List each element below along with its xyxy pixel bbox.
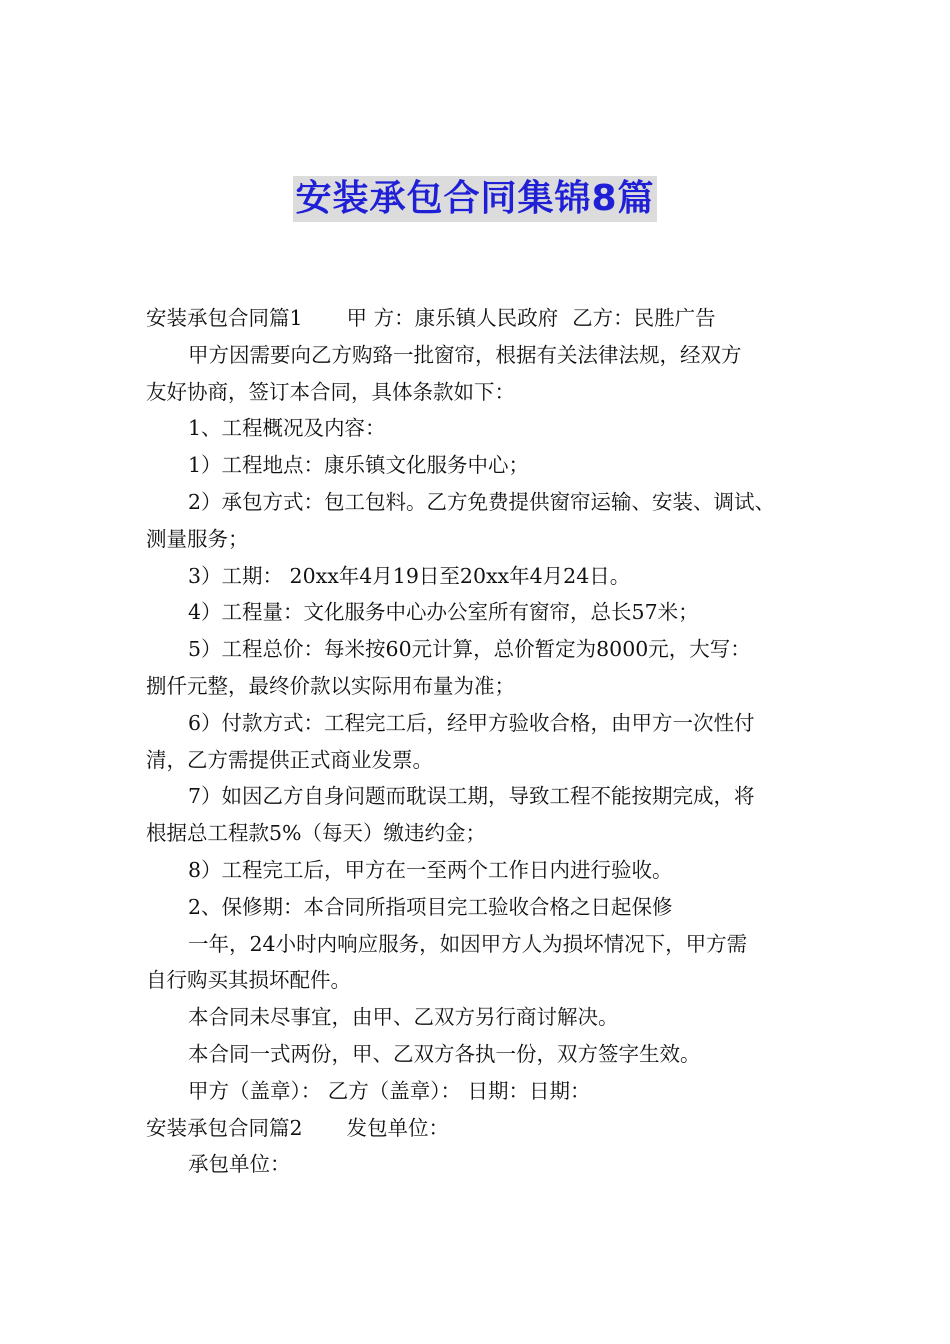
paragraph-line: 一年，24小时内响应服务，如因甲方人为损坏情况下，甲方需 [188, 931, 748, 956]
contractor-label: 承包单位： [188, 1152, 291, 1177]
section-title: 安装承包合同篇2 [146, 1115, 303, 1140]
party-a: 甲 方：康乐镇人民政府 [346, 306, 559, 330]
section-title: 安装承包合同篇1 [146, 306, 303, 330]
paragraph-line: 5）工程总价：每米按60元计算，总价暂定为8000元，大写： [188, 637, 751, 662]
signature-line: 甲方（盖章）： 乙方（盖章）： 日期：日期： [188, 1078, 591, 1103]
paragraph-line: 3）工期： 20xx年4月19日至20xx年4月24日。 [188, 563, 631, 588]
paragraph-line: 根据总工程款5%（每天）缴违约金； [146, 821, 487, 846]
party-b: 乙方：民胜广告 [572, 306, 716, 330]
title-container [0, 176, 950, 222]
paragraph-line: 1）工程地点：康乐镇文化服务中心； [188, 453, 530, 478]
paragraph-line: 自行购买其损坏配件。 [146, 968, 351, 993]
paragraph-line: 2）承包方式：包工包料。乙方免费提供窗帘运输、安装、调试、 [188, 489, 776, 514]
paragraph-line: 测量服务； [146, 526, 249, 551]
paragraph-line: 甲方因需要向乙方购臵一批窗帘，根据有关法律法规，经双方 [188, 342, 742, 367]
paragraph-line: 本合同未尽事宜，由甲、乙双方另行商讨解决。 [188, 1005, 619, 1030]
paragraph-line: 1、工程概况及内容： [188, 416, 386, 441]
document-body [146, 300, 812, 1183]
document-title: 安装承包合同集锦8篇 [293, 176, 656, 222]
paragraph-line: 4）工程量：文化服务中心办公室所有窗帘，总长57米； [188, 600, 699, 625]
paragraph-line: 友好协商，签订本合同，具体条款如下： [146, 379, 515, 404]
paragraph-line: 8）工程完工后，甲方在一至两个工作日内进行验收。 [188, 857, 673, 882]
paragraph-line: 7）如因乙方自身问题而耽误工期，导致工程不能按期完成，将 [188, 784, 755, 809]
paragraph-line: 本合同一式两份，甲、乙双方各执一份，双方签字生效。 [188, 1041, 701, 1066]
paragraph-line: 捌仟元整，最终价款以实际用布量为准； [146, 673, 515, 698]
employer-label: 发包单位： [346, 1115, 450, 1140]
section-heading-1 [146, 300, 812, 337]
section-heading-2 [146, 1110, 812, 1147]
paragraph-line: 6）付款方式：工程完工后，经甲方验收合格，由甲方一次性付 [188, 710, 755, 735]
paragraph-line: 2、保修期：本合同所指项目完工验收合格之日起保修 [188, 894, 673, 919]
paragraph-line: 清，乙方需提供正式商业发票。 [146, 747, 433, 772]
